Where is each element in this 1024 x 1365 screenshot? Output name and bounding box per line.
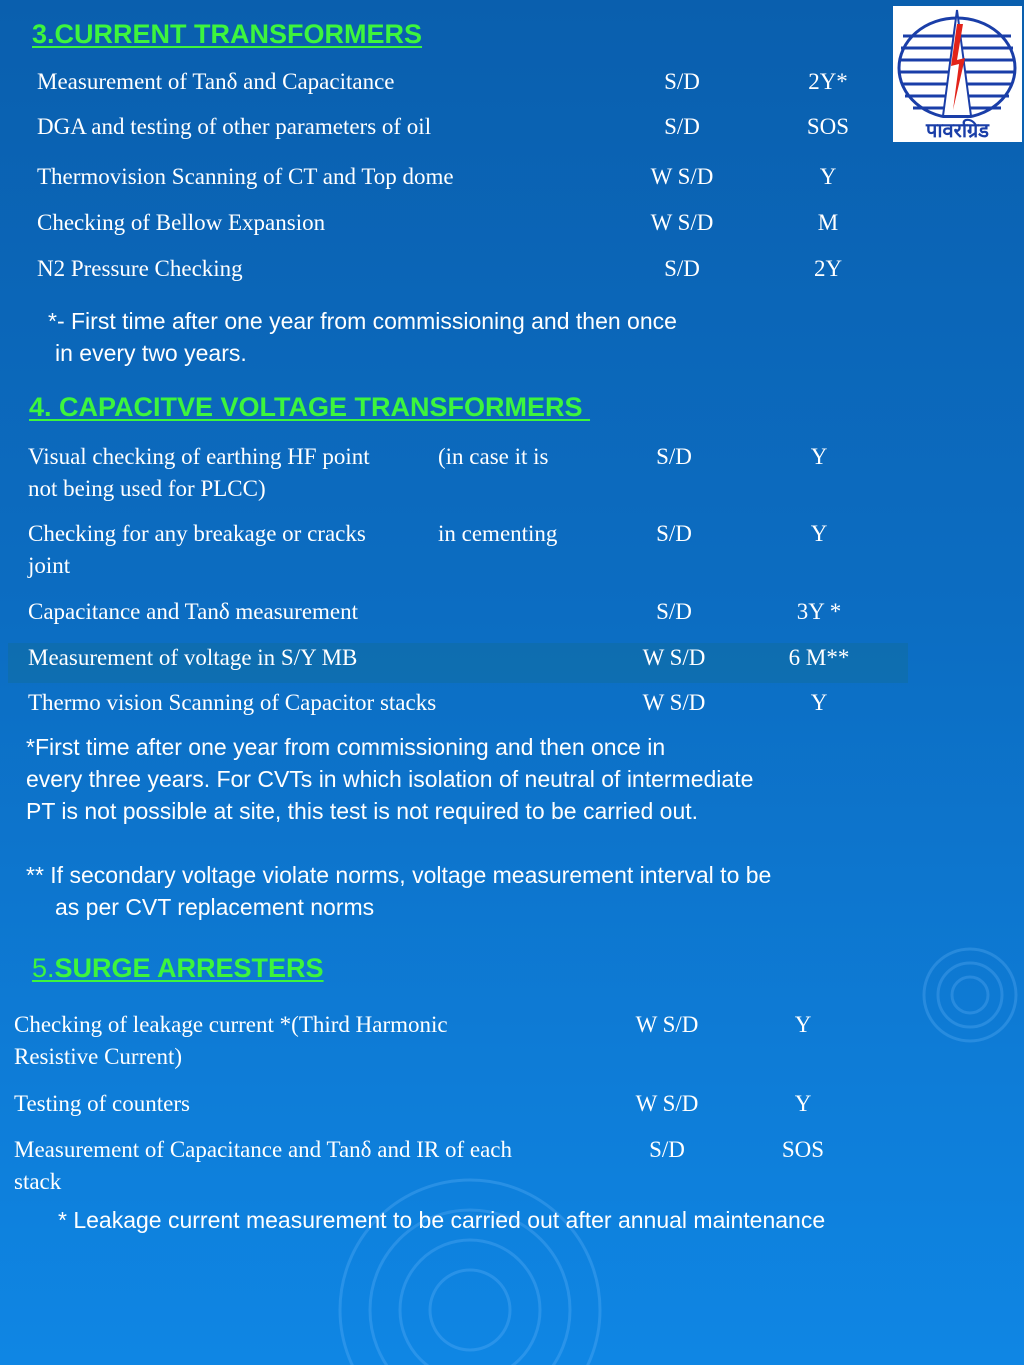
cvt-row-1-when: S/D (656, 444, 692, 469)
ct-row-4-when: W S/D (650, 210, 714, 235)
cvt-row-1-item-line-1: Visual checking of earthing HF point (28, 444, 370, 469)
cvt-row-2-when: S/D (656, 521, 692, 546)
cvt-row-4-item: Measurement of voltage in S/Y MB (28, 645, 358, 670)
cvt-note-2-line-1: ** If secondary voltage violate norms, voltage measurement interval to be (26, 862, 772, 888)
ct-row-1-when: S/D (664, 69, 700, 94)
ct-note-line-2: in every two years. (55, 340, 247, 366)
cvt-row-3-when: S/D (656, 599, 692, 624)
powergrid-logo (893, 6, 1022, 142)
ct-row-5-when: S/D (664, 256, 700, 281)
cvt-row-2-item-line-1b: in cementing (438, 521, 558, 546)
sa-heading-number: 5. (32, 953, 55, 983)
sa-note: * Leakage current measurement to be carried out after annual maintenance (58, 1207, 826, 1233)
cvt-row-3-freq: 3Y * (796, 599, 842, 624)
cvt-note-2-line-2: as per CVT replacement norms (55, 894, 375, 920)
ct-row-2-freq: SOS (806, 114, 850, 139)
sa-row-3-item-line-1: Measurement of Capacitance and Tanδ and IR of each (14, 1137, 512, 1162)
cvt-row-4-when: W S/D (642, 645, 706, 670)
cvt-row-5-item: Thermo vision Scanning of Capacitor stacks (28, 690, 437, 715)
ct-note-line-1: *- First time after one year from commissioning and then once (48, 308, 677, 334)
sa-row-1-when: W S/D (635, 1012, 699, 1037)
sa-row-3-freq: SOS (781, 1137, 825, 1162)
sa-row-3-item-line-2: stack (14, 1169, 62, 1194)
sa-row-1-freq: Y (794, 1012, 812, 1037)
sa-row-1-item-line-1: Checking of leakage current *(Third Harmonic (14, 1012, 448, 1037)
sa-row-2-when: W S/D (635, 1091, 699, 1116)
logo-text: पावरग्रिड (926, 118, 989, 142)
ct-row-5-freq: 2Y (813, 256, 843, 281)
ct-row-3-freq: Y (819, 164, 837, 189)
ct-row-3-item: Thermovision Scanning of CT and Top dome (37, 164, 454, 189)
cvt-row-1-freq: Y (810, 444, 828, 469)
sa-row-2-item: Testing of counters (14, 1091, 190, 1116)
ct-row-2-when: S/D (664, 114, 700, 139)
cvt-note-1-line-3: PT is not possible at site, this test is not required to be carried out. (26, 798, 699, 824)
sa-row-3-when: S/D (649, 1137, 685, 1162)
ct-row-5-item: N2 Pressure Checking (37, 256, 243, 281)
cvt-row-1-item-line-2: not being used for PLCC) (28, 476, 266, 501)
cvt-note-1-line-2: every three years. For CVTs in which isolation of neutral of intermediate (26, 766, 754, 792)
cvt-note-1-line-1: *First time after one year from commissioning and then once in (26, 734, 666, 760)
cvt-row-2-item-line-2: joint (28, 553, 71, 578)
sa-heading-text: SURGE ARRESTERS (54, 953, 324, 983)
cvt-row-2-item-line-1: Checking for any breakage or cracks (28, 521, 366, 546)
ct-row-2-item: DGA and testing of other parameters of oil (37, 114, 432, 139)
sa-row-2-freq: Y (794, 1091, 812, 1116)
ct-row-1-item: Measurement of Tanδ and Capacitance (37, 69, 395, 94)
sa-heading (32, 953, 324, 984)
cvt-row-4-freq: 6 M** (788, 645, 850, 670)
sa-row-1-item-line-2: Resistive Current) (14, 1044, 182, 1069)
cvt-row-5-when: W S/D (642, 690, 706, 715)
cvt-row-1-item-line-1b: (in case it is (438, 444, 549, 469)
cvt-heading: 4. CAPACITVE VOLTAGE TRANSFORMERS (29, 392, 591, 422)
cvt-row-5-freq: Y (810, 690, 828, 715)
ct-row-3-when: W S/D (650, 164, 714, 189)
ct-row-1-freq: 2Y* (808, 69, 848, 94)
cvt-row-3-item: Capacitance and Tanδ measurement (28, 599, 359, 624)
ct-row-4-freq: M (817, 210, 839, 235)
cvt-row-2-freq: Y (810, 521, 828, 546)
ct-row-4-item: Checking of Bellow Expansion (37, 210, 326, 235)
ct-heading: 3.CURRENT TRANSFORMERS (32, 19, 423, 49)
